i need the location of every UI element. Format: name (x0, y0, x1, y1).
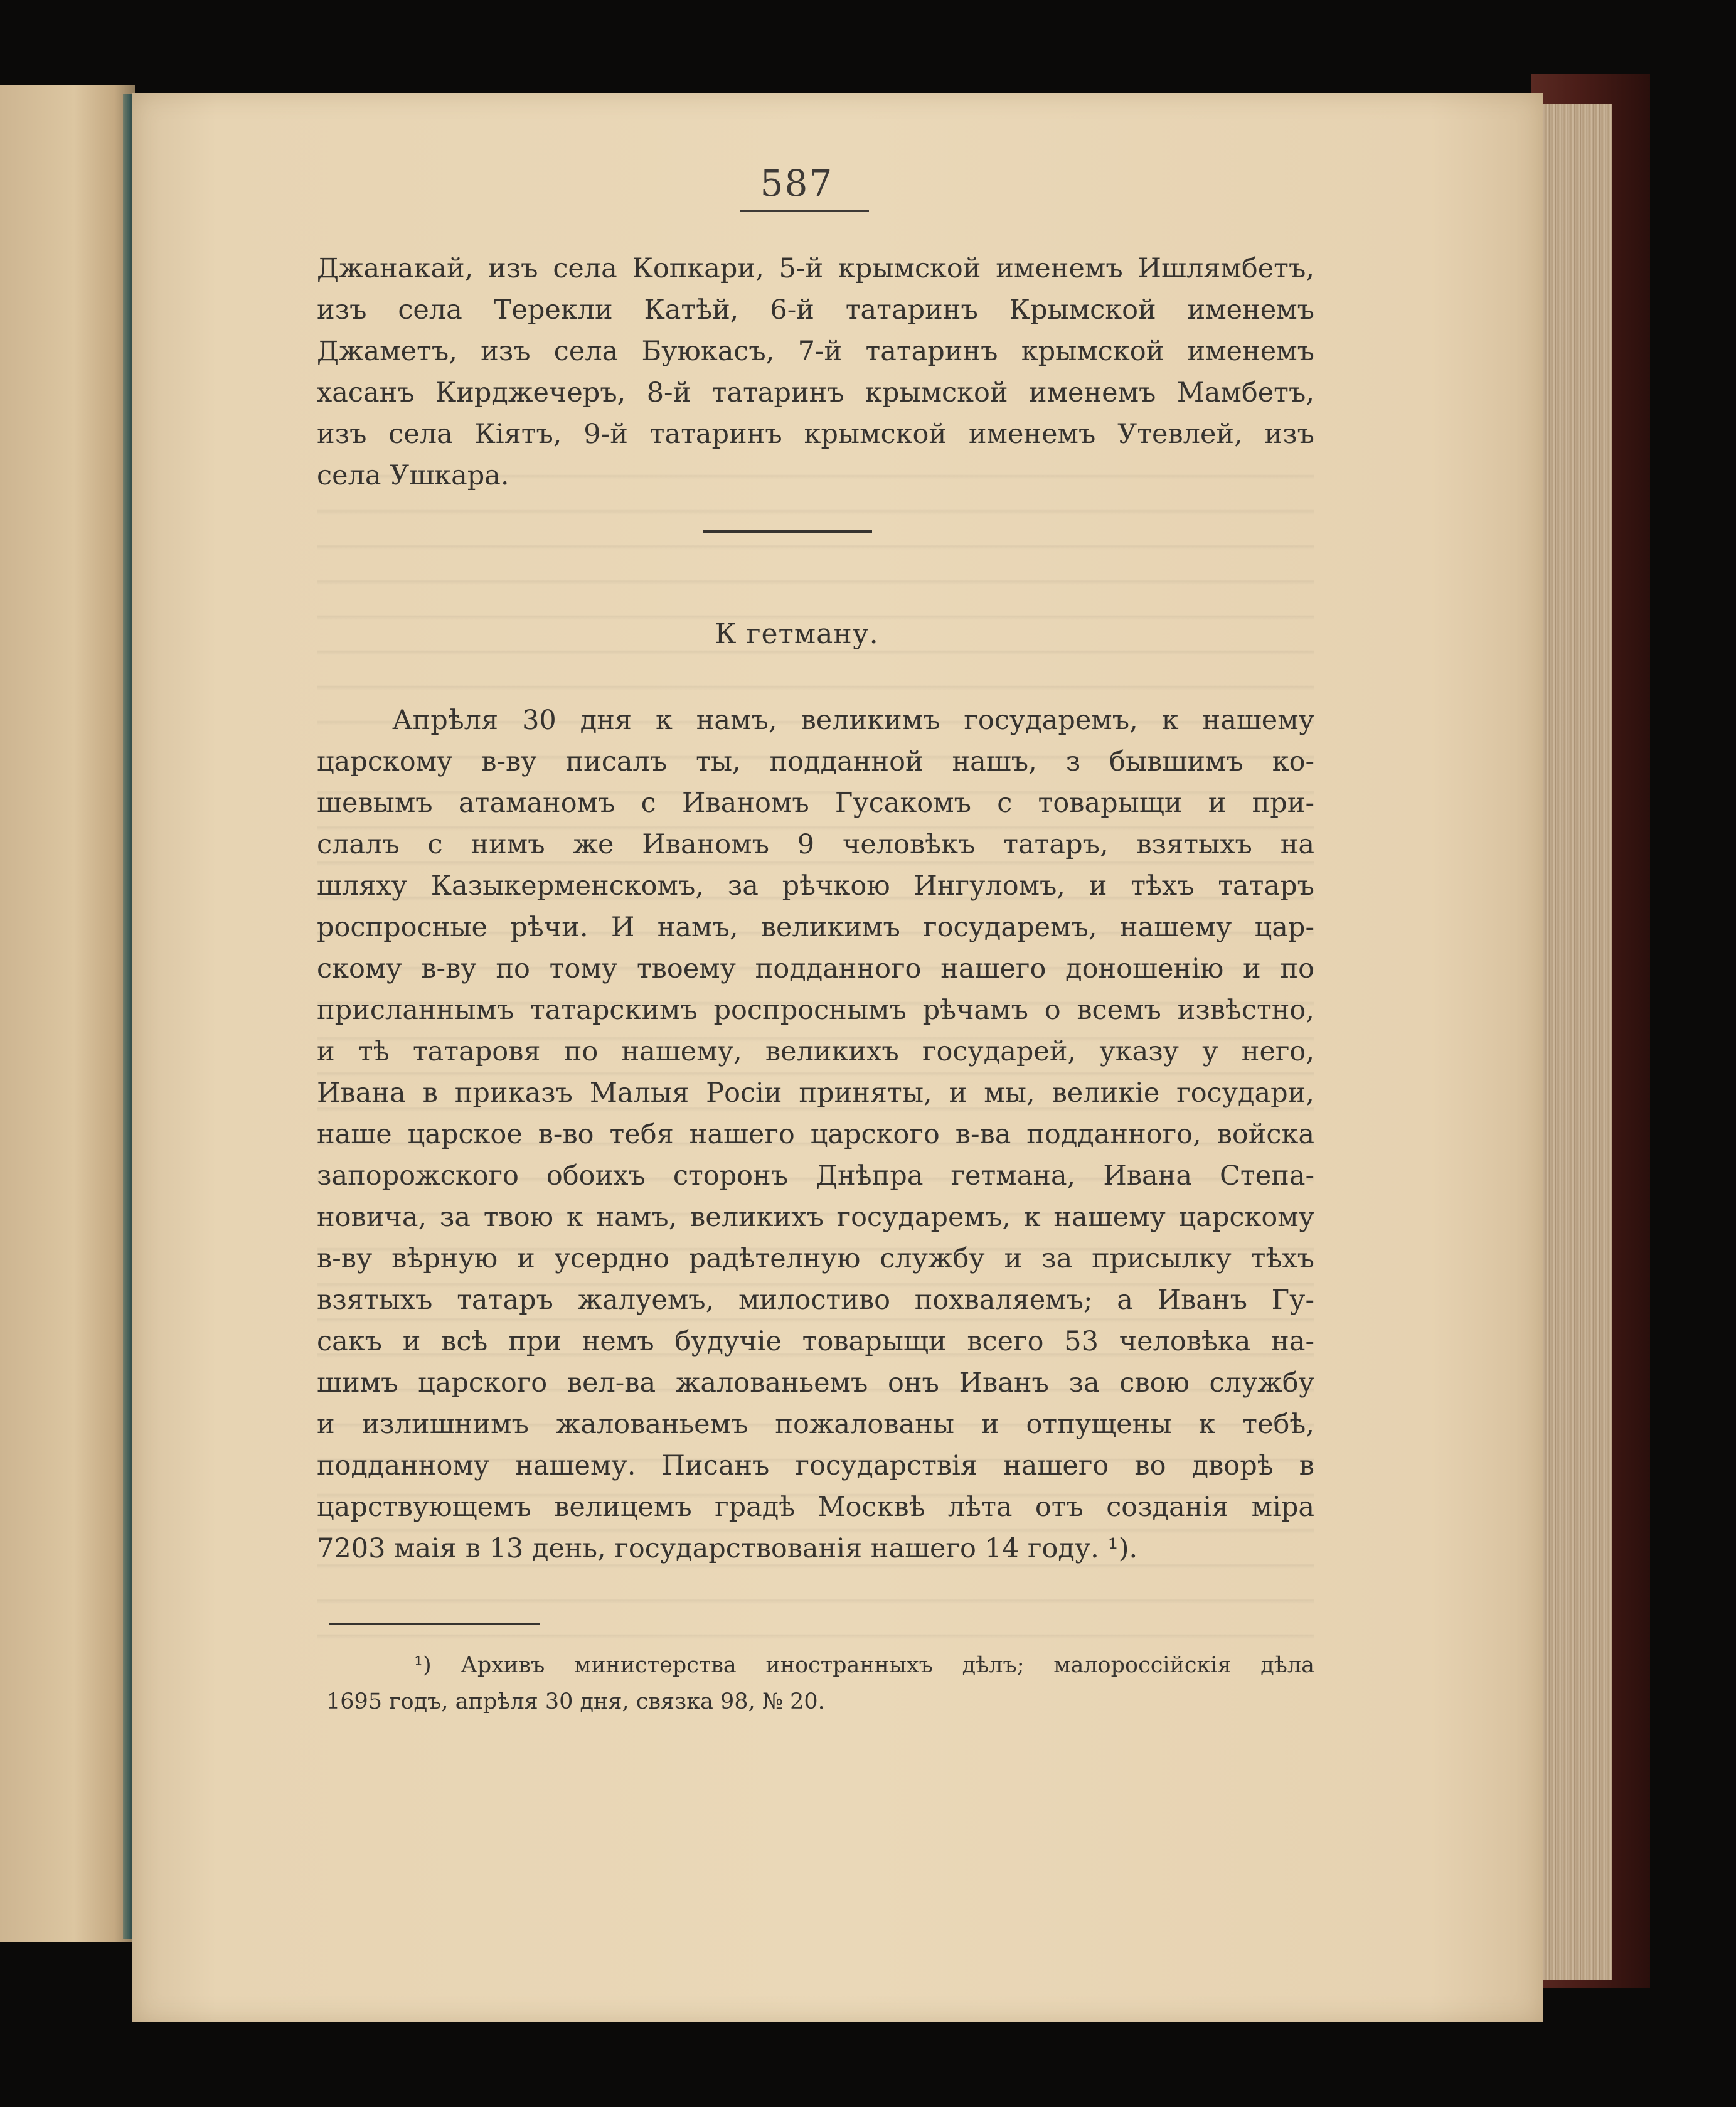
letter-paragraph (317, 700, 1314, 1569)
text-line: изъ села Терекли Катѣй, 6-й татаринъ Крымской именемъ (317, 294, 1314, 326)
text-line: хасанъ Кирджечеръ, 8-й татаринъ крымской именемъ Мамбетъ, (317, 377, 1314, 408)
facing-page-strip (0, 85, 135, 1942)
text-line: и излишнимъ жалованьемъ пожалованы и отпущены к тебѣ, (317, 1409, 1314, 1440)
text-line: скому в-ву по тому твоему подданного нашего доношенію и по (317, 953, 1314, 984)
section-heading: К гетману. (715, 618, 879, 650)
text-line: и тѣ татаровя по нашему, великихъ государей, указу у него, (317, 1036, 1314, 1067)
footnote (326, 1647, 1314, 1720)
footnote-rule (329, 1623, 540, 1625)
text-line: Апрѣля 30 дня к намъ, великимъ государемъ, к нашему (392, 705, 1314, 736)
text-line: 7203 маія в 13 день, государствованія нашего 14 году. ¹). (317, 1533, 1138, 1564)
text-line: наше царское в-во тебя нашего царского в-ва подданного, войска (317, 1119, 1314, 1150)
footnote-line: ¹) Архивъ министерства иностранныхъ дѣлъ; малороссійскія дѣла (414, 1653, 1314, 1678)
text-line: села Ушкара. (317, 460, 509, 491)
text-line: роспросные рѣчи. И намъ, великимъ государемъ, нашему цар- (317, 912, 1314, 943)
text-line: сакъ и всѣ при немъ будучіе товарыщи всего 53 человѣка на- (317, 1326, 1314, 1357)
text-line: запорожского обоихъ сторонъ Днѣпра гетмана, Ивана Степа- (317, 1160, 1314, 1192)
footnote-line: 1695 годъ, апрѣля 30 дня, связка 98, № 20. (326, 1689, 825, 1714)
text-line: слалъ с нимъ же Иваномъ 9 человѣкъ татаръ, взятыхъ на (317, 829, 1314, 860)
page-number: 587 (760, 162, 834, 205)
text-line: царствующемъ велицемъ градѣ Москвѣ лѣта отъ созданія міра (317, 1491, 1314, 1523)
text-line: изъ села Кіятъ, 9-й татаринъ крымской именемъ Утевлей, изъ (317, 419, 1314, 450)
text-line: взятыхъ татаръ жалуемъ, милостиво похваляемъ; а Иванъ Гу- (317, 1284, 1314, 1316)
top-paragraph (317, 248, 1314, 496)
text-line: Джаметъ, изъ села Буюкасъ, 7-й татаринъ крымской именемъ (317, 336, 1314, 367)
text-line: новича, за твою к намъ, великихъ государемъ, к нашему царскому (317, 1202, 1314, 1233)
text-line: царскому в-ву писалъ ты, подданной нашъ, з бывшимъ ко- (317, 746, 1314, 777)
text-line: подданному нашему. Писанъ государствія нашего во дворѣ в (317, 1450, 1314, 1481)
text-line: присланнымъ татарскимъ роспроснымъ рѣчамъ о всемъ извѣстно, (317, 995, 1314, 1026)
text-line: Ивана в приказъ Малыя Росіи приняты, и мы, великіе государи, (317, 1077, 1314, 1109)
text-line: шляху Казыкерменскомъ, за рѣчкою Ингуломъ, и тѣхъ татаръ (317, 870, 1314, 902)
text-line: шимъ царского вел-ва жалованьемъ онъ Иванъ за свою службу (317, 1367, 1314, 1399)
page-number-rule (740, 210, 869, 212)
text-line: в-ву вѣрную и усердно радѣтелную службу и за присылку тѣхъ (317, 1243, 1314, 1274)
text-line: шевымъ атаманомъ с Иваномъ Гусакомъ с товарыщи и при- (317, 787, 1314, 819)
section-divider (703, 530, 872, 533)
text-line: Джанакай, изъ села Копкари, 5-й крымской именемъ Ишлямбетъ, (317, 253, 1314, 284)
